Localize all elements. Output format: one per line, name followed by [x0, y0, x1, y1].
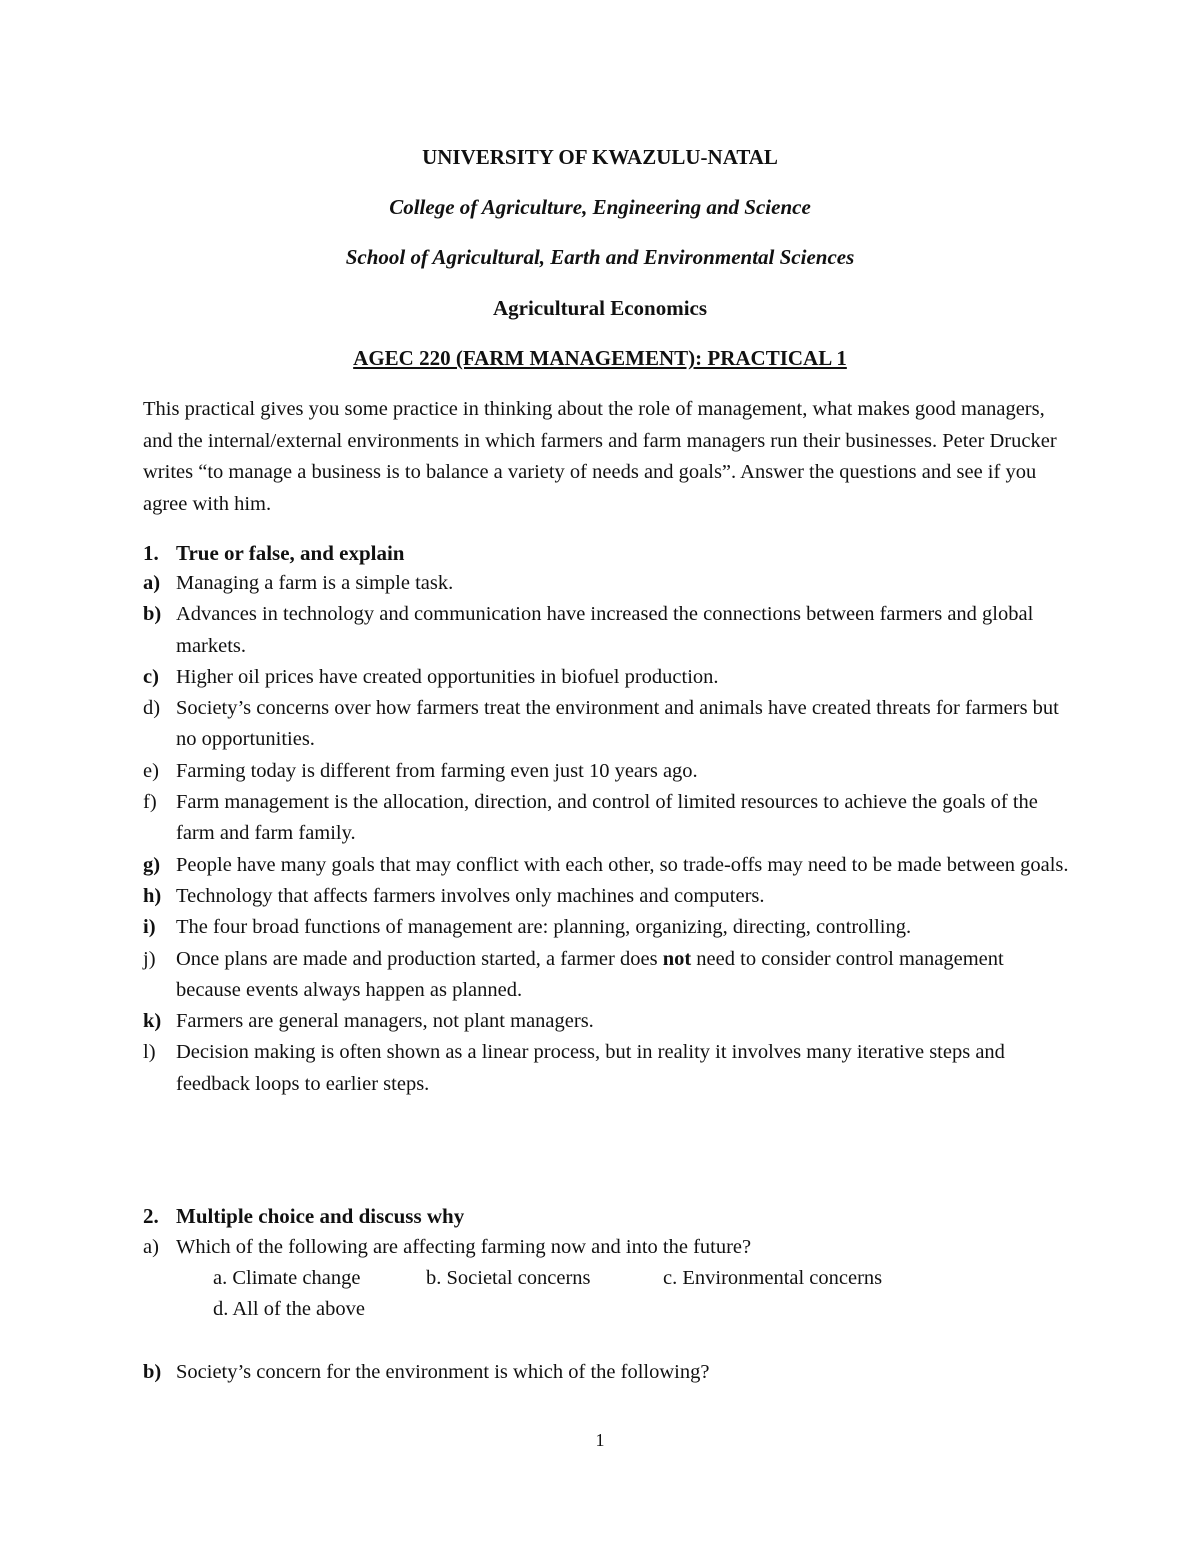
item-text: People have many goals that may conflict with each other, so trade-offs may need to be made between goals.: [176, 853, 1069, 876]
list-item: [143, 568, 1073, 599]
section-1-heading: [143, 539, 405, 567]
item-letter: e): [143, 759, 159, 782]
item-letter: k): [143, 1010, 162, 1033]
section-2-title: Multiple choice and discuss why: [176, 1204, 465, 1228]
item-letter: c): [143, 665, 159, 688]
item-letter: i): [143, 916, 156, 939]
section-1-title: True or false, and explain: [176, 541, 405, 565]
list-item: [143, 912, 1073, 943]
section-2-question-a: [143, 1232, 1073, 1263]
section-1-number: 1.: [143, 541, 159, 565]
list-item: [143, 787, 1073, 850]
item-letter: h): [143, 884, 162, 907]
option-c: c. Environmental concerns: [663, 1267, 883, 1289]
item-text: Advances in technology and communication have increased the connections between farmers and global markets.: [176, 603, 1034, 657]
item-letter: d): [143, 697, 161, 720]
item-letter: g): [143, 853, 161, 876]
item-text: Farming today is different from farming even just 10 years ago.: [176, 759, 698, 782]
page-title: [0, 344, 1200, 372]
item-text: Which of the following are affecting farming now and into the future?: [176, 1236, 752, 1258]
list-item: [143, 693, 1073, 756]
item-text: Decision making is often shown as a linear process, but in reality it involves many iterative steps and feedback loops to earlier steps.: [176, 1041, 1005, 1095]
department-name: Agricultural Economics: [492, 296, 708, 320]
course-title: AGEC 220 (FARM MANAGEMENT): PRACTICAL 1: [353, 346, 847, 370]
section-1-list: [143, 568, 1073, 1100]
list-item: [143, 1006, 1073, 1037]
item-text: Higher oil prices have created opportunities in biofuel production.: [176, 665, 719, 688]
item-text: Society’s concern for the environment is which of the following?: [176, 1361, 710, 1383]
page-number: 1: [595, 1430, 605, 1450]
school-name: School of Agricultural, Earth and Environmental Sciences: [345, 245, 855, 269]
item-letter: a): [143, 1236, 159, 1258]
item-letter: f): [143, 791, 157, 814]
item-letter: b): [143, 1361, 162, 1383]
section-2-heading: [143, 1202, 464, 1230]
list-item: [143, 1037, 1073, 1100]
item-text: Managing a farm is a simple task.: [176, 572, 454, 594]
option-a: a. Climate change: [213, 1267, 361, 1289]
item-text: Technology that affects farmers involves only machines and computers.: [176, 884, 765, 907]
item-letter: a): [143, 572, 161, 594]
item-letter: j): [143, 947, 156, 970]
list-item: [143, 1357, 1073, 1388]
intro-text: This practical gives you some practice in thinking about the role of management, what makes good managers, and the internal/external environments in which farmers and farm managers run their businesses. Peter Drucker writes “to manage a business is to balance a variety of needs and goals”. Answer the questions and see if you agree with him.: [143, 398, 1057, 515]
university-name: UNIVERSITY OF KWAZULU-NATAL: [422, 145, 778, 169]
section-2-number: 2.: [143, 1204, 159, 1228]
item-text-emphasis: not: [662, 947, 692, 970]
intro-paragraph: [143, 394, 1073, 520]
option-b: b. Societal concerns: [426, 1267, 591, 1289]
list-item: [143, 881, 1073, 912]
section-2-question-b: [143, 1357, 1073, 1388]
item-letter: l): [143, 1041, 156, 1064]
item-text: Society’s concerns over how farmers treat the environment and animals have created threats for farmers but no opportunities.: [176, 697, 1059, 751]
list-item: [143, 662, 1073, 693]
list-item: [143, 944, 1073, 1007]
item-text-before: Once plans are made and production started, a farmer does: [176, 947, 663, 970]
list-item: [143, 850, 1073, 881]
item-text-after: need to consider control management because events always happen as planned.: [176, 947, 1004, 1001]
list-item: [143, 756, 1073, 787]
item-letter: b): [143, 603, 162, 626]
college-name: College of Agriculture, Engineering and Science: [389, 195, 811, 219]
item-text: Farmers are general managers, not plant managers.: [176, 1010, 594, 1033]
option-d: d. All of the above: [213, 1298, 366, 1320]
list-item: [143, 1232, 1073, 1263]
item-text: The four broad functions of management are: planning, organizing, directing, controlling.: [176, 916, 912, 939]
item-text: Farm management is the allocation, direction, and control of limited resources to achieve the goals of the farm and farm family.: [176, 791, 1038, 845]
list-item: [143, 599, 1073, 662]
